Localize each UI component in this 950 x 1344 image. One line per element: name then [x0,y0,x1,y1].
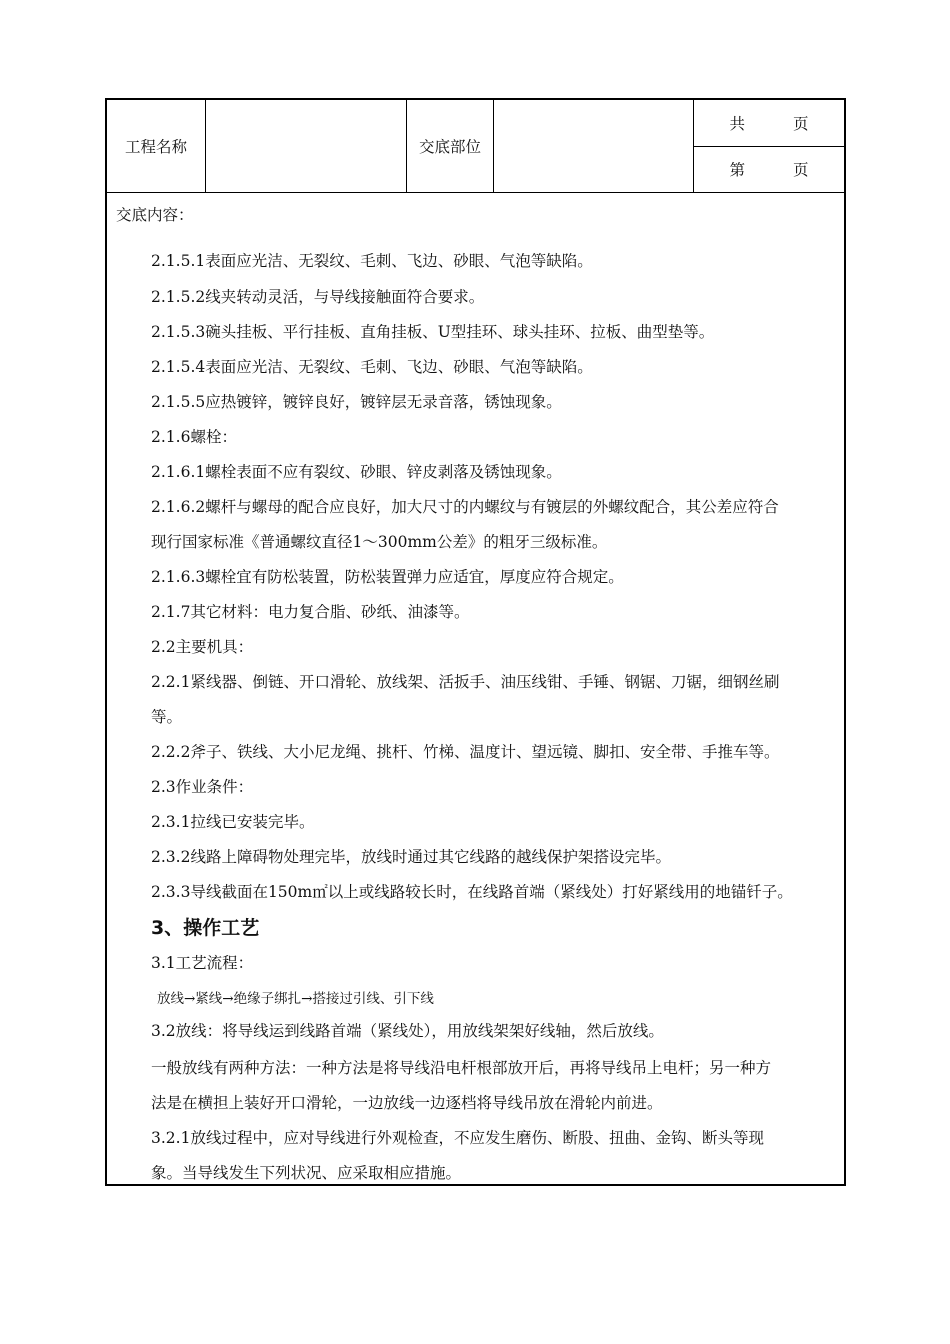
content-line: 2.1.5.3碗头挂板、平行挂板、直角挂板、U型挂环、球头挂环、拉板、曲型垫等。 [151,323,715,341]
content-line: 2.1.6螺栓： [151,428,237,446]
project-name-label: 工程名称 [124,138,187,156]
content-line: 2.3.1拉线已安装完毕。 [151,813,315,831]
content-line: 象。当导线发生下列状况、应采取相应措施。 [151,1164,462,1182]
content-line: 2.2.2斧子、铁线、大小尼龙绳、挑杆、竹梯、温度计、望远镜、脚扣、安全带、手推车等。 [151,743,780,761]
content-line: 2.1.7其它材料：电力复合脂、砂纸、油漆等。 [151,603,470,621]
total-pages-label-a: 共 [729,115,745,133]
content-line: 2.2.1紧线器、倒链、开口滑轮、放线架、活扳手、油压线钳、手锤、钢锯、刀锯，细钢丝刷 [151,673,780,691]
content-heading: 交底内容： [116,206,194,224]
content-line: 2.1.5.4表面应光洁、无裂纹、毛刺、飞边、砂眼、气泡等缺陷。 [151,358,593,376]
current-page-label-a: 第 [729,161,745,179]
content-line: 2.1.6.2螺杆与螺母的配合应良好，加大尺寸的内螺纹与有镀层的外螺纹配合，其公差应符合 [151,498,779,516]
content-line: 2.2主要机具： [151,638,254,656]
content-line: 2.1.6.3螺栓宜有防松装置，防松装置弹力应适宜，厚度应符合规定。 [151,568,624,586]
content-line: 2.3作业条件： [151,778,254,796]
content-line: 2.1.6.1螺栓表面不应有裂纹、砂眼、锌皮剥落及锈蚀现象。 [151,463,562,481]
current-page-cell [694,146,844,192]
project-name-value-cell[interactable] [206,100,407,192]
project-name-label-cell [107,100,206,192]
content-line: 2.1.5.5应热镀锌，镀锌良好，镀锌层无录音落，锈蚀现象。 [151,393,562,411]
location-value-cell[interactable] [494,100,694,192]
content-line: 2.3.3导线截面在150m㎡以上或线路较长时，在线路首端（紧线处）打好紧线用的地锚钎子。 [151,883,793,901]
total-pages-label-b: 页 [793,115,809,133]
location-label-cell [407,100,494,192]
content-line: 2.3.2线路上障碍物处理完毕，放线时通过其它线路的越线保护架搭设完毕。 [151,848,671,866]
content-line: 现行国家标准《普通螺纹直径1～300mm公差》的粗牙三级标准。 [151,533,608,551]
content-line: 3.1工艺流程： [151,954,254,972]
content-line: 等。 [151,708,183,726]
content-line: 2.1.5.2线夹转动灵活，与导线接触面符合要求。 [151,288,485,306]
section-heading: 3、操作工艺 [151,917,260,939]
total-pages-cell [694,100,844,146]
content-line: 法是在横担上装好开口滑轮，一边放线一边逐档将导线吊放在滑轮内前进。 [151,1094,663,1112]
content-line: 3.2放线：将导线运到线路首端（紧线处），用放线架架好线轴，然后放线。 [151,1022,664,1040]
content-line: 一般放线有两种方法：一种方法是将导线沿电杆根部放开后，再将导线吊上电杆；另一种方 [151,1059,772,1077]
process-flow-line: 放线→紧线→绝缘子绑扎→搭接过引线、引下线 [157,991,434,1007]
location-label: 交底部位 [418,138,481,156]
content-line: 2.1.5.1表面应光洁、无裂纹、毛刺、飞边、砂眼、气泡等缺陷。 [151,252,593,270]
technical-disclosure-form [105,98,846,1186]
content-line: 3.2.1放线过程中，应对导线进行外观检查，不应发生磨伤、断股、扭曲、金钩、断头等现 [151,1129,764,1147]
current-page-label-b: 页 [793,161,809,179]
header-bottom-line [107,192,844,193]
